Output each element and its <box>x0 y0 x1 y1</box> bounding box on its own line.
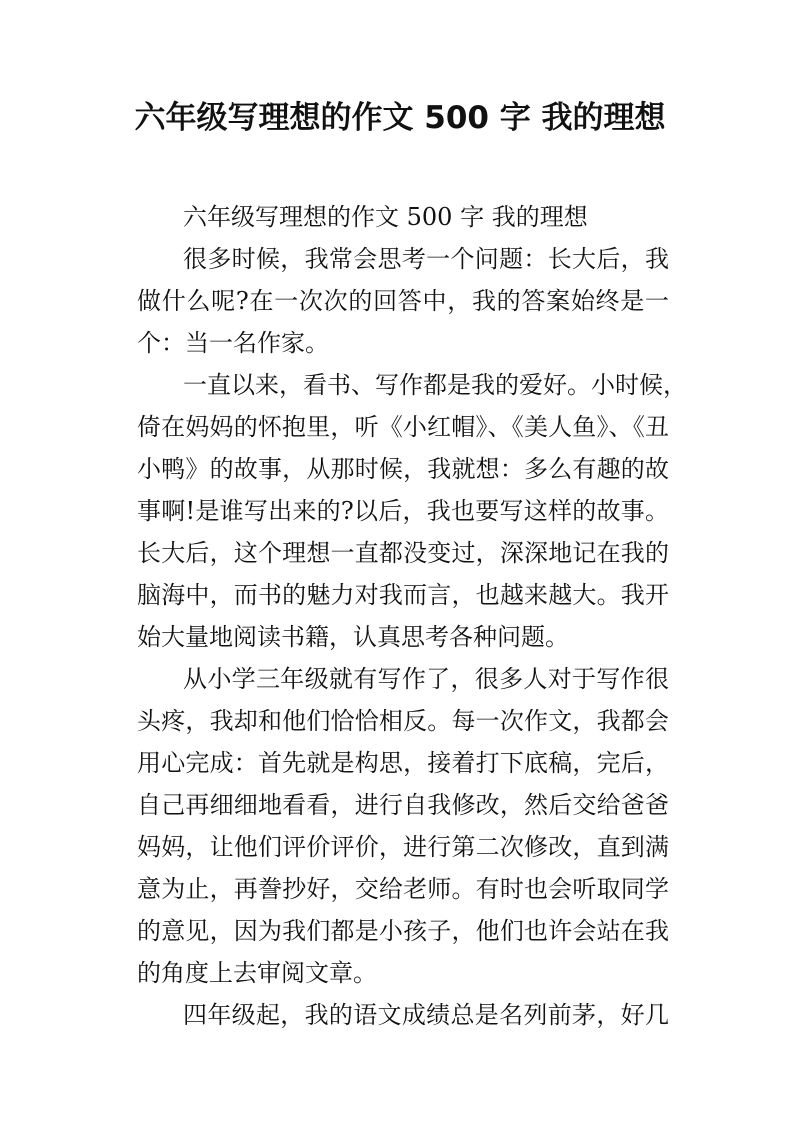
body-line: 始大量地阅读书籍，认真思考各种问题。 <box>137 623 569 651</box>
body-line: 很多时候，我常会思考一个问题：长大后，我 <box>183 245 669 273</box>
body-line: 的意见，因为我们都是小孩子，他们也许会站在我 <box>137 917 669 945</box>
document-title: 六年级写理想的作文 500 字 我的理想 <box>134 100 666 136</box>
document-body <box>137 196 687 1036</box>
body-line: 小鸭》的故事，从那时候，我就想：多么有趣的故 <box>137 455 669 483</box>
body-line: 长大后，这个理想一直都没变过，深深地记在我的 <box>137 539 669 567</box>
body-line: 从小学三年级就有写作了，很多人对于写作很 <box>183 665 669 693</box>
body-line: 事啊!是谁写出来的?以后，我也要写这样的故事。 <box>137 497 669 525</box>
body-line: 的角度上去审阅文章。 <box>137 959 377 987</box>
body-line: 自己再细细地看看，进行自我修改，然后交给爸爸 <box>137 791 669 819</box>
body-line: 个：当一名作家。 <box>137 329 329 357</box>
body-line: 做什么呢?在一次次的回答中，我的答案始终是一 <box>137 287 669 315</box>
body-line: 四年级起，我的语文成绩总是名列前茅，好几 <box>183 1001 669 1029</box>
body-line: 意为止，再誊抄好，交给老师。有时也会听取同学 <box>137 875 669 903</box>
body-line: 倚在妈妈的怀抱里，听《小红帽》、《美人鱼》、《丑 <box>137 413 669 441</box>
body-line: 一直以来，看书、写作都是我的爱好。小时候， <box>183 371 687 399</box>
body-line: 脑海中，而书的魅力对我而言，也越来越大。我开 <box>137 581 669 609</box>
body-line: 妈妈，让他们评价评价，进行第二次修改，直到满 <box>137 833 669 861</box>
body-line-subtitle: 六年级写理想的作文 500 字 我的理想 <box>183 203 588 231</box>
body-line: 用心完成：首先就是构思，接着打下底稿，完后， <box>137 749 669 777</box>
body-line: 头疼，我却和他们恰恰相反。每一次作文，我都会 <box>137 707 669 735</box>
